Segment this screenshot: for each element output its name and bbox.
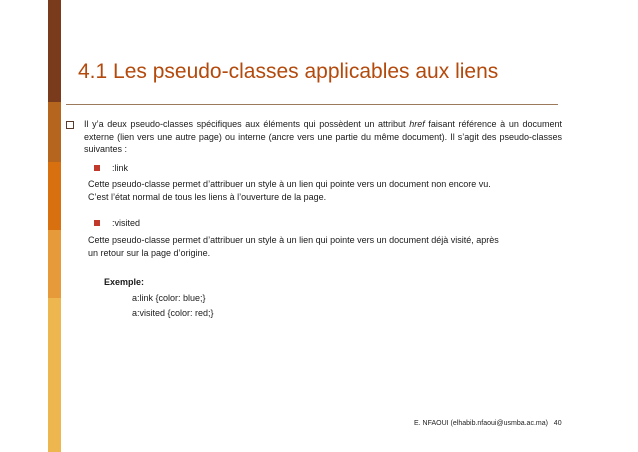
pseudo-class-label: :link: [112, 163, 129, 173]
title-divider: [66, 104, 558, 105]
sidebar-segment: [48, 162, 61, 230]
sub-item-link: [112, 162, 128, 175]
link-description: [88, 178, 558, 203]
sidebar-segment: [48, 0, 61, 102]
intro-paragraph: [84, 118, 562, 156]
intro-text-end: faisant référence à un document externe (lien vers une autre page) ou interne (ancre vers une partie du même document). Il s’agit des pseudo-classes suivantes :: [84, 119, 562, 154]
description-line: Cette pseudo-classe permet d’attribuer un style à un lien qui pointe vers un document non encore vu.: [88, 179, 491, 189]
filled-square-bullet-icon: [94, 165, 100, 171]
sidebar-segment: [48, 230, 61, 298]
sidebar-segment: [48, 298, 61, 452]
filled-square-bullet-icon: [94, 220, 100, 226]
sidebar-segment: [48, 102, 61, 162]
intro-href-term: href: [409, 119, 425, 129]
hollow-square-bullet-icon: [66, 121, 74, 129]
description-line: un retour sur la page d’origine.: [88, 247, 211, 258]
description-line: Cette pseudo-classe permet d’attribuer un style à un lien qui pointe vers un document déjà visité, après: [88, 235, 499, 245]
description-line: C’est l’état normal de tous les liens à l’ouverture de la page.: [88, 191, 327, 202]
sidebar-color-bar: [48, 0, 61, 452]
slide-title: 4.1 Les pseudo-classes applicables aux liens: [78, 60, 499, 83]
pseudo-class-label: :visited: [112, 218, 141, 228]
sub-item-visited: [112, 217, 140, 230]
footer-author: E. NFAOUI (elhabib.nfaoui@usmba.ac.ma): [414, 420, 548, 427]
visited-description: [88, 234, 558, 259]
example-heading: Exemple:: [104, 277, 145, 287]
intro-text-start: Il y’a deux pseudo-classes spécifiques aux éléments qui possèdent un attribut: [84, 119, 410, 129]
example-code-line: a:visited {color: red;}: [132, 308, 214, 318]
slide-footer: [414, 420, 562, 427]
page-number: 40: [553, 420, 562, 427]
example-code-line: a:link {color: blue;}: [132, 293, 206, 303]
